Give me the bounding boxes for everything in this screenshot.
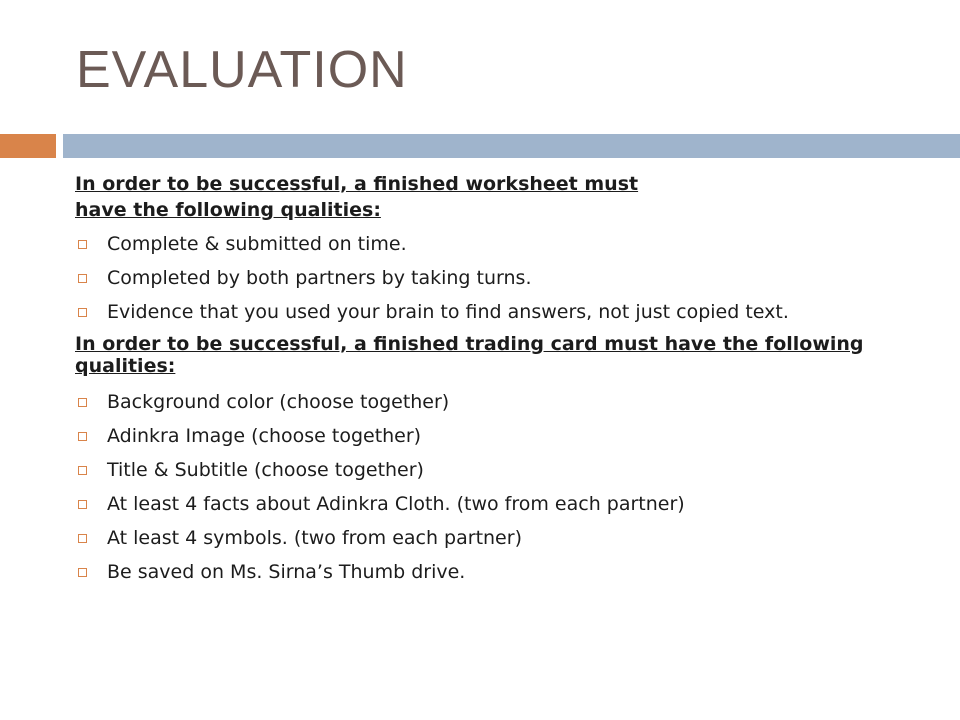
accent-bar	[0, 134, 56, 158]
square-bullet-icon	[78, 308, 87, 317]
square-bullet-icon	[78, 466, 87, 475]
list-item-text: Be saved on Ms. Sirna’s Thumb drive.	[107, 561, 466, 583]
list-item-text: Completed by both partners by taking turns.	[107, 267, 532, 289]
square-bullet-icon	[78, 500, 87, 509]
list-item	[75, 389, 875, 415]
slide-content	[75, 171, 875, 593]
list-item	[75, 525, 875, 551]
square-bullet-icon	[78, 240, 87, 249]
list-item-text: Adinkra Image (choose together)	[107, 425, 422, 447]
square-bullet-icon	[78, 534, 87, 543]
list-item-text: Title & Subtitle (choose together)	[107, 459, 424, 481]
slide-title: EVALUATION	[76, 41, 408, 99]
worksheet-heading-line1: In order to be successful, a finished worksheet must	[75, 173, 639, 195]
square-bullet-icon	[78, 432, 87, 441]
list-item-text: Evidence that you used your brain to find answers, not just copied text.	[107, 301, 789, 323]
list-item	[75, 265, 875, 291]
list-item	[75, 231, 875, 257]
header-divider-bar	[63, 134, 960, 158]
list-item	[75, 559, 875, 585]
square-bullet-icon	[78, 568, 87, 577]
list-item-text: At least 4 symbols. (two from each partner)	[107, 527, 522, 549]
list-item-text: Complete & submitted on time.	[107, 233, 407, 255]
trading-card-heading: In order to be successful, a finished trading card must have the following qualities:	[75, 333, 864, 377]
list-item-text: Background color (choose together)	[107, 391, 450, 413]
list-item	[75, 457, 875, 483]
list-item	[75, 491, 875, 517]
square-bullet-icon	[78, 274, 87, 283]
list-item-text: At least 4 facts about Adinkra Cloth. (two from each partner)	[107, 493, 685, 515]
worksheet-heading-line2: have the following qualities:	[75, 199, 381, 221]
list-item	[75, 423, 875, 449]
square-bullet-icon	[78, 398, 87, 407]
list-item	[75, 299, 875, 325]
